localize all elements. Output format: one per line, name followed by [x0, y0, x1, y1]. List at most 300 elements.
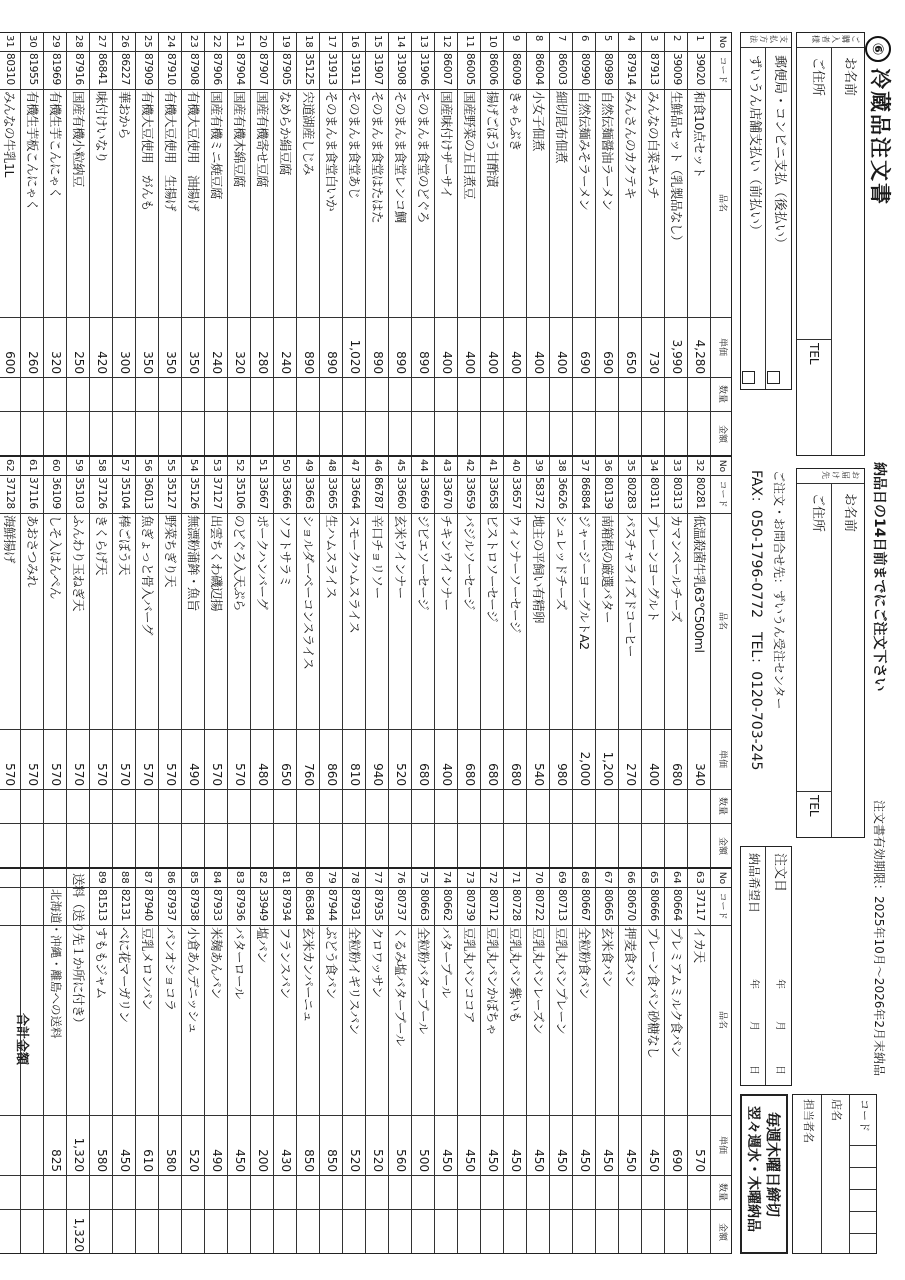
amount-field[interactable]: [182, 823, 205, 869]
quantity-field[interactable]: [159, 789, 182, 823]
product-name: みんなの牛乳1L: [2, 91, 17, 177]
quantity-field[interactable]: [550, 1175, 573, 1209]
unit-price: 400: [555, 351, 569, 374]
amount-field[interactable]: [320, 1209, 343, 1255]
quantity-field[interactable]: [297, 789, 320, 823]
quantity-field[interactable]: [159, 1175, 182, 1209]
row-number: 84: [211, 871, 222, 884]
quantity-field[interactable]: [0, 789, 21, 823]
quantity-field[interactable]: [665, 1175, 688, 1209]
amount-field[interactable]: [642, 1209, 665, 1255]
amount-field[interactable]: [343, 1209, 366, 1255]
sheet-number: ⑥: [865, 36, 891, 62]
unit-price: 480: [256, 763, 270, 786]
quantity-field[interactable]: [182, 1175, 205, 1209]
quantity-field[interactable]: [435, 789, 458, 823]
customer-box: [796, 32, 865, 456]
quantity-field[interactable]: [596, 377, 619, 411]
product-name: 無漂粉蒲鉾・魚旨: [186, 515, 201, 612]
row-number: 19: [280, 35, 291, 48]
amount-field[interactable]: [688, 411, 711, 457]
amount-field[interactable]: [136, 1209, 159, 1255]
amount-field[interactable]: [182, 411, 205, 457]
quantity-field[interactable]: [550, 789, 573, 823]
payment-side-label: 支払方法: [749, 35, 788, 43]
product-code: 80666: [648, 889, 660, 921]
amount-field[interactable]: [343, 411, 366, 457]
unit-price: 570: [693, 1149, 707, 1172]
unit-price: 320: [49, 351, 63, 374]
quantity-field[interactable]: [481, 789, 504, 823]
amount-field[interactable]: [113, 411, 136, 457]
quantity-field[interactable]: [527, 789, 550, 823]
product-code: 87907: [257, 53, 269, 85]
amount-field[interactable]: [619, 823, 642, 869]
quantity-field[interactable]: [182, 789, 205, 823]
row-number: 58: [96, 459, 107, 472]
header-no: No: [717, 871, 727, 885]
amount-field[interactable]: [619, 1209, 642, 1255]
product-name: バターブール: [439, 927, 454, 998]
unit-price: 450: [532, 1149, 546, 1172]
quantity-field[interactable]: [389, 377, 412, 411]
amount-field[interactable]: [228, 1209, 251, 1255]
row-number: 51: [257, 459, 268, 472]
product-name: そのまんま食堂あじ: [347, 91, 362, 200]
amount-field[interactable]: [274, 411, 297, 457]
amount-field[interactable]: [550, 1209, 573, 1255]
row-number: 59: [73, 459, 84, 472]
quantity-field[interactable]: [642, 789, 665, 823]
row-number: 46: [372, 459, 383, 472]
amount-field[interactable]: [228, 411, 251, 457]
table-row: [136, 33, 159, 457]
row-number: 83: [234, 871, 245, 884]
row-number: 42: [464, 459, 475, 472]
quantity-field[interactable]: [251, 789, 274, 823]
row-number: 7: [556, 35, 567, 42]
amount-field[interactable]: [458, 411, 481, 457]
product-name: ソフトサラミ: [278, 515, 293, 588]
row-number: 31: [4, 35, 15, 48]
row-number: 47: [349, 459, 360, 472]
quantity-field[interactable]: [412, 789, 435, 823]
quantity-field[interactable]: [251, 1175, 274, 1209]
row-number: 87: [142, 871, 153, 884]
amount-field[interactable]: [274, 1209, 297, 1255]
quantity-field[interactable]: [320, 789, 343, 823]
customer-tel-field[interactable]: [800, 373, 828, 453]
table-row: [389, 869, 412, 1255]
amount-field[interactable]: [90, 411, 113, 457]
quantity-field[interactable]: [619, 1175, 642, 1209]
quantity-field[interactable]: [159, 377, 182, 411]
quantity-field[interactable]: [573, 789, 596, 823]
quantity-field[interactable]: [44, 377, 67, 411]
product-name: そのまんま食堂白いか: [324, 91, 339, 212]
quantity-field[interactable]: [389, 1175, 412, 1209]
dates-box: [740, 846, 792, 1086]
row-number: 78: [349, 871, 360, 884]
amount-field[interactable]: [412, 1209, 435, 1255]
quantity-field[interactable]: [366, 377, 389, 411]
quantity-field[interactable]: [67, 377, 90, 411]
product-name: 豆乳メロンパン: [140, 927, 155, 1011]
row-number: 64: [671, 871, 682, 884]
quantity-field[interactable]: [182, 377, 205, 411]
quantity-field[interactable]: [113, 789, 136, 823]
quantity-field[interactable]: [435, 377, 458, 411]
amount-field[interactable]: [389, 411, 412, 457]
amount-field[interactable]: [251, 411, 274, 457]
row-number: 49: [303, 459, 314, 472]
amount-field[interactable]: [435, 1209, 458, 1255]
product-code: 81955: [27, 53, 39, 85]
product-name: ビストロソーセージ: [485, 515, 500, 623]
product-name: プレーン食パン砂糖なし: [646, 927, 661, 1059]
amount-field[interactable]: [619, 411, 642, 457]
amount-field[interactable]: [573, 411, 596, 457]
table-row: [159, 33, 182, 457]
row-number: 73: [464, 871, 475, 884]
quantity-field[interactable]: [688, 377, 711, 411]
amount-field[interactable]: [44, 823, 67, 869]
unit-price: 450: [509, 1149, 523, 1172]
amount-field[interactable]: [596, 823, 619, 869]
product-code: 86787: [372, 477, 384, 509]
amount-field[interactable]: [205, 411, 228, 457]
unit-price: 350: [187, 351, 201, 374]
quantity-field[interactable]: [228, 377, 251, 411]
quantity-field[interactable]: [136, 1175, 159, 1209]
amount-field[interactable]: [458, 823, 481, 869]
product-name: のどぐろ入天ぷら: [232, 515, 247, 612]
row-number: 35: [625, 459, 636, 472]
unit-price: 760: [302, 763, 316, 786]
delivery-date-day: 日: [748, 1065, 759, 1075]
quantity-field[interactable]: [90, 377, 113, 411]
payment-checkbox-postoffice[interactable]: [765, 371, 784, 384]
quantity-field[interactable]: [297, 1175, 320, 1209]
quantity-field[interactable]: [274, 1175, 297, 1209]
header-qty: 数量: [717, 1182, 727, 1201]
quantity-field[interactable]: [21, 789, 44, 823]
amount-field[interactable]: [320, 411, 343, 457]
quantity-field[interactable]: [688, 1175, 711, 1209]
quantity-field[interactable]: [596, 789, 619, 823]
unit-price: 450: [624, 1149, 638, 1172]
unit-price: 680: [417, 763, 431, 786]
product-name: プレーンヨーグルト: [646, 515, 661, 622]
product-code: 33659: [464, 477, 476, 509]
amount-field[interactable]: [573, 1209, 596, 1255]
customer-name-field[interactable]: [836, 163, 860, 453]
product-code: 87934: [280, 889, 292, 921]
amount-field[interactable]: [113, 823, 136, 869]
quantity-field[interactable]: [90, 1175, 113, 1209]
row-number: 44: [418, 459, 429, 472]
remote-shipping-label: 北海道・沖縄・離島への送料: [49, 889, 63, 1039]
amount-field[interactable]: [688, 1209, 711, 1255]
delivery-date-month: 月: [748, 1021, 759, 1031]
product-name: 豆乳丸パンレーズン: [531, 927, 546, 1035]
quantity-field[interactable]: [412, 1175, 435, 1209]
quantity-field[interactable]: [274, 789, 297, 823]
row-number: 34: [648, 459, 659, 472]
quantity-field[interactable]: [389, 789, 412, 823]
quantity-field[interactable]: [665, 789, 688, 823]
quantity-field[interactable]: [21, 377, 44, 411]
row-number: 9: [510, 35, 521, 42]
product-code: 37127: [211, 477, 223, 509]
amount-field[interactable]: [665, 823, 688, 869]
quantity-field[interactable]: [274, 377, 297, 411]
product-name: そのまんま食堂レンコ鯛: [393, 91, 408, 223]
table-row: [136, 869, 159, 1255]
amount-field[interactable]: [435, 411, 458, 457]
quantity-field[interactable]: [297, 377, 320, 411]
amount-field[interactable]: [251, 1209, 274, 1255]
amount-field[interactable]: [688, 823, 711, 869]
quantity-field[interactable]: [573, 377, 596, 411]
unit-price: 450: [555, 1149, 569, 1172]
amount-field[interactable]: [412, 823, 435, 869]
amount-field[interactable]: [90, 1209, 113, 1255]
quantity-field[interactable]: [90, 789, 113, 823]
quantity-field[interactable]: [573, 1175, 596, 1209]
amount-field[interactable]: [504, 1209, 527, 1255]
product-name: 玄米食パン: [600, 927, 615, 988]
unit-price: 500: [417, 1149, 431, 1172]
amount-field[interactable]: [297, 1209, 320, 1255]
unit-price: 570: [118, 763, 132, 786]
quantity-field[interactable]: [251, 377, 274, 411]
amount-field[interactable]: [412, 411, 435, 457]
amount-field[interactable]: [366, 411, 389, 457]
quantity-field[interactable]: [504, 377, 527, 411]
amount-field[interactable]: [205, 823, 228, 869]
quantity-field[interactable]: [44, 789, 67, 823]
row-number: 69: [556, 871, 567, 884]
quantity-field[interactable]: [113, 377, 136, 411]
quantity-field[interactable]: [619, 377, 642, 411]
amount-field[interactable]: [665, 1209, 688, 1255]
quantity-field[interactable]: [504, 1175, 527, 1209]
product-code: 33949: [257, 889, 269, 921]
amount-field[interactable]: [389, 823, 412, 869]
product-table-3: [0, 868, 732, 1254]
table-row: [481, 869, 504, 1255]
product-code: 80713: [556, 889, 568, 921]
quantity-field[interactable]: [136, 789, 159, 823]
order-date-month: 月: [774, 1021, 785, 1031]
quantity-field[interactable]: [320, 1175, 343, 1209]
table-row: [21, 33, 44, 457]
total-amount-field[interactable]: [0, 1209, 44, 1255]
product-name: 野菜ちぎり天: [163, 515, 178, 588]
quantity-field[interactable]: [527, 377, 550, 411]
quantity-field[interactable]: [343, 1175, 366, 1209]
product-code: 33665: [326, 477, 338, 509]
quantity-field[interactable]: [205, 1175, 228, 1209]
amount-field[interactable]: [504, 823, 527, 869]
customer-address-label: ご住所: [810, 57, 825, 97]
amount-field[interactable]: [527, 411, 550, 457]
amount-field[interactable]: [297, 411, 320, 457]
table-row: [274, 457, 297, 869]
unit-price: 690: [601, 351, 615, 374]
product-code: 33670: [441, 477, 453, 509]
amount-field[interactable]: [297, 823, 320, 869]
amount-field[interactable]: [642, 411, 665, 457]
quantity-field[interactable]: [688, 789, 711, 823]
amount-field[interactable]: [159, 411, 182, 457]
quantity-field[interactable]: [504, 789, 527, 823]
product-name: 全粒粉食パン: [577, 927, 592, 1000]
delivery-box: [796, 468, 865, 838]
amount-field[interactable]: [251, 823, 274, 869]
quantity-field[interactable]: [0, 377, 21, 411]
product-name: くるみ塩バターブール: [393, 927, 408, 1046]
table-row: [320, 457, 343, 869]
amount-field[interactable]: [90, 823, 113, 869]
amount-field[interactable]: [343, 823, 366, 869]
amount-field[interactable]: [113, 1209, 136, 1255]
order-deadline-notice: 納品日の14日前までにご注文下さい: [871, 462, 887, 692]
quantity-field[interactable]: [435, 1175, 458, 1209]
quantity-field[interactable]: [136, 377, 159, 411]
product-name: 和食10点セット: [692, 91, 707, 178]
product-code: 36626: [556, 477, 568, 509]
quantity-field[interactable]: [527, 1175, 550, 1209]
amount-field[interactable]: [435, 823, 458, 869]
table-row: [688, 869, 711, 1255]
amount-field[interactable]: [481, 411, 504, 457]
product-name: 出雲ちくわ磯辺揚: [209, 515, 224, 612]
quantity-field[interactable]: [642, 377, 665, 411]
quantity-field[interactable]: [343, 789, 366, 823]
table-row: [136, 457, 159, 869]
row-number: 45: [395, 459, 406, 472]
amount-field[interactable]: [389, 1209, 412, 1255]
amount-field[interactable]: [228, 823, 251, 869]
amount-field[interactable]: [159, 1209, 182, 1255]
table-row: [90, 457, 113, 869]
product-code: 86227: [119, 53, 131, 85]
quantity-field[interactable]: [228, 789, 251, 823]
amount-field[interactable]: [504, 411, 527, 457]
product-code: 87931: [349, 889, 361, 921]
amount-field[interactable]: [21, 823, 44, 869]
amount-field[interactable]: [527, 823, 550, 869]
quantity-field[interactable]: [642, 1175, 665, 1209]
amount-field[interactable]: [67, 411, 90, 457]
payment-checkbox-store[interactable]: [740, 371, 759, 384]
quantity-field[interactable]: [320, 377, 343, 411]
quantity-field[interactable]: [113, 1175, 136, 1209]
row-number: 4: [625, 35, 636, 42]
amount-field[interactable]: [205, 1209, 228, 1255]
row-number: 81: [280, 871, 291, 884]
quantity-field[interactable]: [67, 789, 90, 823]
amount-field[interactable]: [136, 411, 159, 457]
product-name: 玄米ウインナー: [393, 515, 408, 599]
table-row: [596, 869, 619, 1255]
quantity-field[interactable]: [665, 377, 688, 411]
quantity-field[interactable]: [366, 1175, 389, 1209]
amount-field[interactable]: [573, 823, 596, 869]
quantity-field[interactable]: [205, 789, 228, 823]
quantity-field[interactable]: [458, 1175, 481, 1209]
quantity-field[interactable]: [550, 377, 573, 411]
table-row: [435, 457, 458, 869]
amount-field[interactable]: [159, 823, 182, 869]
unit-price: 450: [601, 1149, 615, 1172]
quantity-field[interactable]: [228, 1175, 251, 1209]
amount-field[interactable]: [642, 823, 665, 869]
unit-price: 520: [371, 1149, 385, 1172]
amount-field[interactable]: [550, 411, 573, 457]
unit-price: 1,020: [348, 339, 362, 374]
amount-field[interactable]: [274, 823, 297, 869]
amount-field[interactable]: [21, 411, 44, 457]
amount-field[interactable]: [136, 823, 159, 869]
header-amount: 金額: [717, 836, 727, 855]
product-name: バジルソーセージ: [462, 515, 477, 610]
unit-price: 650: [279, 763, 293, 786]
quantity-field[interactable]: [481, 1175, 504, 1209]
unit-price: 560: [394, 1149, 408, 1172]
customer-side-label: ご購入者様: [811, 35, 860, 43]
quantity-field[interactable]: [458, 377, 481, 411]
quantity-field[interactable]: [343, 377, 366, 411]
product-name: 味付けいなり: [94, 91, 109, 164]
quantity-field[interactable]: [596, 1175, 619, 1209]
amount-field[interactable]: [665, 411, 688, 457]
amount-field[interactable]: [481, 1209, 504, 1255]
table-row: [366, 457, 389, 869]
validity-period: 注文書有効期限：2025年10月～2026年2月末納品: [872, 800, 886, 1076]
product-name: 自然伝麺みそラーメン: [577, 91, 592, 211]
row-number: 53: [211, 459, 222, 472]
amount-field[interactable]: [0, 411, 21, 457]
customer-address-field[interactable]: [800, 113, 828, 333]
amount-field[interactable]: [550, 823, 573, 869]
amount-field[interactable]: [366, 823, 389, 869]
amount-field[interactable]: [182, 1209, 205, 1255]
product-name: きくらげ天: [94, 515, 109, 576]
amount-field[interactable]: [481, 823, 504, 869]
product-name: シュレッドチーズ: [554, 515, 569, 611]
quantity-field[interactable]: [412, 377, 435, 411]
amount-field[interactable]: [596, 1209, 619, 1255]
amount-field[interactable]: [458, 1209, 481, 1255]
amount-field[interactable]: [320, 823, 343, 869]
quantity-field[interactable]: [481, 377, 504, 411]
table-row: [182, 869, 205, 1255]
quantity-field[interactable]: [366, 789, 389, 823]
amount-field[interactable]: [366, 1209, 389, 1255]
amount-field[interactable]: [44, 411, 67, 457]
amount-field[interactable]: [67, 823, 90, 869]
quantity-field[interactable]: [205, 377, 228, 411]
amount-field[interactable]: [0, 823, 21, 869]
quantity-field[interactable]: [458, 789, 481, 823]
quantity-field[interactable]: [619, 789, 642, 823]
amount-field[interactable]: [527, 1209, 550, 1255]
amount-field[interactable]: [596, 411, 619, 457]
table-row: [251, 33, 274, 457]
